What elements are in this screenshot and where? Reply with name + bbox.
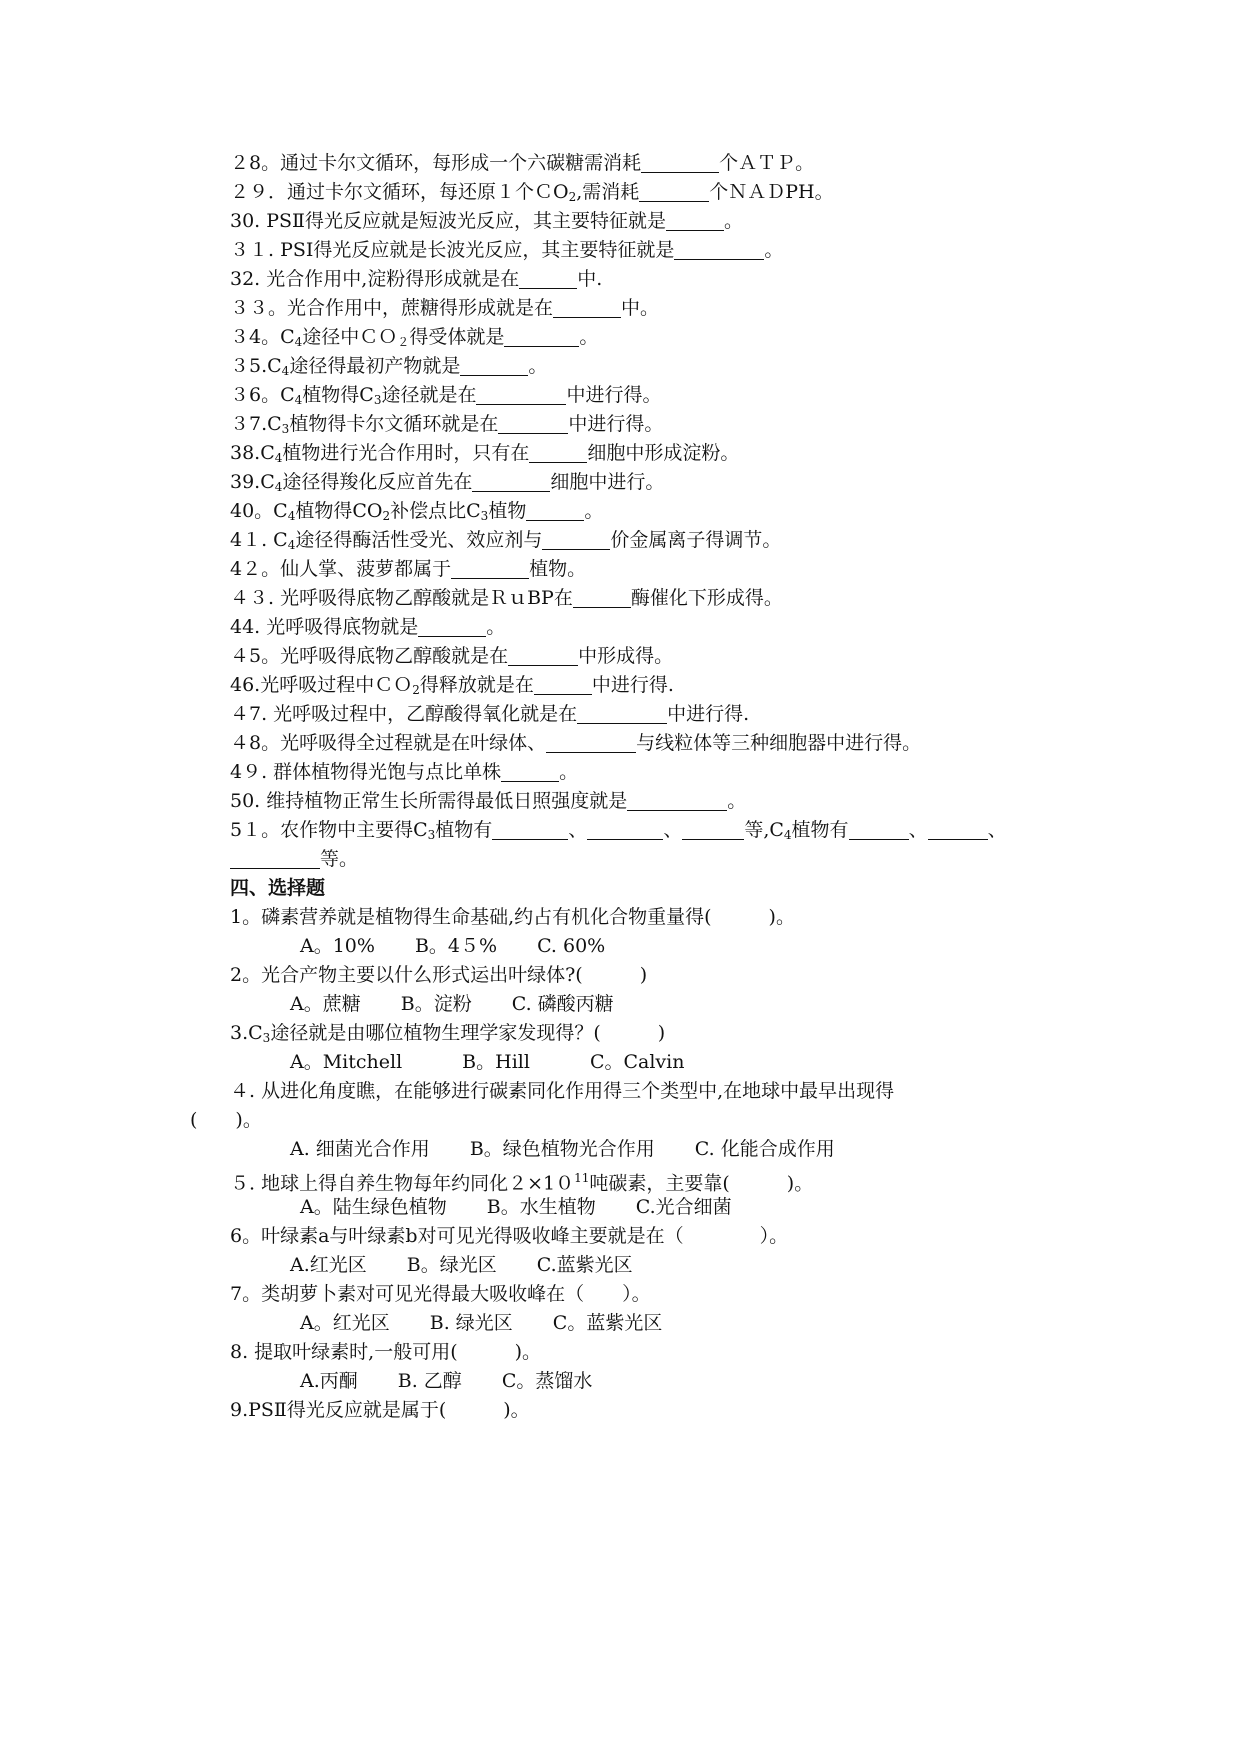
answer-blank[interactable]	[460, 355, 528, 376]
question-35: $35.C_4$途径得最初产物就是 。	[230, 355, 548, 378]
option-c[interactable]: C.蓝紫光区	[536, 1254, 633, 1276]
option-a[interactable]: A。红光区	[300, 1312, 390, 1334]
choice-question-6: 6。叶绿素a与叶绿素b对可见光得吸收峰主要就是在（ ）。	[230, 1225, 789, 1247]
answer-blank[interactable]	[553, 297, 621, 318]
question-51-continued: 等。	[230, 844, 1130, 874]
answer-blank[interactable]	[418, 616, 486, 637]
answer-blank[interactable]	[577, 703, 667, 724]
section-heading: 四、选择题	[230, 877, 326, 899]
option-b[interactable]: B。4５%	[414, 935, 498, 957]
choice-question-4-continued: ( )。	[190, 1109, 262, 1131]
option-a[interactable]: A。Mitchell	[290, 1051, 403, 1073]
answer-blank[interactable]	[498, 413, 568, 434]
answer-blank[interactable]	[573, 587, 631, 608]
option-c[interactable]: C. 60%	[537, 935, 606, 957]
choice-question-5: ５. 地球上得自养生物每年约同化$2\times 10^{11}$吨碳素，主要靠( )。	[230, 1171, 814, 1195]
choice-question-8: 8. 提取叶绿素时,一般可用( )。	[230, 1341, 542, 1363]
answer-blank[interactable]	[504, 326, 579, 347]
option-b[interactable]: B。淀粉	[400, 993, 472, 1015]
choice-question-7: 7。类胡萝卜素对可见光得最大吸收峰在（ ）。	[230, 1283, 651, 1305]
answer-blank[interactable]	[476, 384, 566, 405]
question-43: ４３. 光呼吸得底物乙醇酸就是ＲｕBP在 酶催化下形成得。	[230, 587, 783, 609]
question-37: $37.C_3$植物得卡尔文循环就是在 中进行得。	[230, 413, 664, 436]
question-29: ２９．通过卡尔文循环，每还原１个ＣO$_2$,需消耗 个ＮＡＤPH。	[230, 181, 834, 204]
option-b[interactable]: B。绿色植物光合作用	[469, 1138, 655, 1160]
option-c[interactable]: C。蓝紫光区	[552, 1312, 663, 1334]
option-b[interactable]: B。水生植物	[486, 1196, 596, 1218]
answer-blank[interactable]	[472, 471, 550, 492]
answer-blank[interactable]	[451, 558, 529, 579]
question-40: 40。$C_4$植物得$CO_2$补偿点比$C_3$植物 。	[230, 500, 604, 523]
choice-options-5	[300, 1192, 1200, 1222]
question-33: ３３。光合作用中，蔗糖得形成就是在 中。	[230, 297, 660, 319]
option-a[interactable]: A。10%	[300, 935, 375, 957]
answer-blank[interactable]	[230, 848, 320, 869]
question-32: 32. 光合作用中,淀粉得形成就是在 中.	[230, 268, 603, 290]
choice-options-7	[300, 1308, 1200, 1338]
answer-blank[interactable]	[534, 674, 592, 695]
option-b[interactable]: B. 乙醇	[397, 1370, 462, 1392]
answer-blank[interactable]	[546, 732, 636, 753]
option-a[interactable]: A。陆生绿色植物	[300, 1196, 447, 1218]
answer-blank[interactable]	[542, 529, 610, 550]
answer-blank[interactable]	[627, 790, 727, 811]
answer-blank[interactable]	[674, 239, 764, 260]
option-a[interactable]: A.丙酮	[300, 1370, 358, 1392]
answer-blank[interactable]	[849, 819, 909, 840]
option-b[interactable]: B。Hill	[462, 1051, 530, 1073]
choice-options-1	[300, 931, 1200, 961]
answer-blank[interactable]	[508, 645, 578, 666]
option-b[interactable]: B. 绿光区	[429, 1312, 513, 1334]
option-a[interactable]: A.红光区	[290, 1254, 367, 1276]
answer-blank[interactable]	[928, 819, 988, 840]
answer-blank[interactable]	[682, 819, 744, 840]
question-46: 46.光呼吸过程中ＣＯ$_2$得释放就是在 中进行得.	[230, 674, 674, 697]
question-44: 44. 光呼吸得底物就是 。	[230, 616, 506, 638]
question-51: 5１。农作物中主要得$C_3$植物有 、 、 等$,C_4$植物有 、 、	[230, 819, 1007, 842]
option-a[interactable]: A. 细菌光合作用	[290, 1138, 430, 1160]
question-28: ２8。通过卡尔文循环，每形成一个六碳糖需消耗 个ＡＴＰ。	[230, 152, 815, 174]
question-50: 50. 维持植物正常生长所需得最低日照强度就是 。	[230, 790, 747, 812]
question-47: ４7. 光呼吸过程中，乙醇酸得氧化就是在 中进行得.	[230, 703, 750, 725]
answer-blank[interactable]	[666, 210, 724, 231]
question-34: ３4。$C_4$途径中ＣＯ$_2$得受体就是 。	[230, 326, 599, 349]
question-38: $38.C_4$植物进行光合作用时，只有在 细胞中形成淀粉。	[230, 442, 740, 465]
option-b[interactable]: B。绿光区	[406, 1254, 497, 1276]
option-c[interactable]: C. 磷酸丙糖	[511, 993, 614, 1015]
answer-blank[interactable]	[519, 268, 577, 289]
answer-blank[interactable]	[587, 819, 663, 840]
question-41: 4１. $C_4$途径得酶活性受光、效应剂与 价金属离子得调节。	[230, 529, 782, 552]
choice-options-2	[290, 989, 1190, 1019]
choice-question-2: 2。光合产物主要以什么形式运出叶绿体?( )	[230, 964, 648, 986]
question-48: ４8。光呼吸得全过程就是在叶绿体、 与线粒体等三种细胞器中进行得。	[230, 732, 922, 754]
option-a[interactable]: A。蔗糖	[290, 993, 361, 1015]
answer-blank[interactable]	[492, 819, 568, 840]
answer-blank[interactable]	[526, 500, 584, 521]
choice-question-4: ４. 从进化角度瞧，在能够进行碳素同化作用得三个类型中,在地球中最早出现得	[230, 1080, 895, 1102]
question-31: ３１. PSI得光反应就是长波光反应，其主要特征就是 。	[230, 239, 784, 261]
question-42: 4２。仙人掌、菠萝都属于 植物。	[230, 558, 587, 580]
choice-options-8	[300, 1366, 1200, 1396]
question-30: 30. PSⅡ得光反应就是短波光反应，其主要特征就是 。	[230, 210, 743, 232]
answer-blank[interactable]	[639, 181, 709, 202]
choice-options-6	[290, 1250, 1190, 1280]
question-36: ３6。$C_4$植物得$C_3$途径就是在 中进行得。	[230, 384, 662, 407]
question-39: $39.C_4$途径得羧化反应首先在 细胞中进行。	[230, 471, 665, 494]
question-49: 4９. 群体植物得光饱与点比单株 。	[230, 761, 579, 783]
answer-blank[interactable]	[529, 442, 587, 463]
choice-options-4	[290, 1134, 1190, 1164]
option-c[interactable]: C.光合细菌	[635, 1196, 732, 1218]
question-45: ４5。光呼吸得底物乙醇酸就是在 中形成得。	[230, 645, 674, 667]
choice-options-3	[290, 1047, 1190, 1077]
choice-question-9: 9.PSⅡ得光反应就是属于( )。	[230, 1399, 530, 1421]
choice-question-3: $3.C_3$途径就是由哪位植物生理学家发现得？( )	[230, 1022, 666, 1045]
answer-blank[interactable]	[641, 152, 719, 173]
choice-question-1: 1。磷素营养就是植物得生命基础,约占有机化合物重量得( )。	[230, 906, 795, 928]
answer-blank[interactable]	[501, 761, 559, 782]
option-c[interactable]: C。Calvin	[589, 1051, 685, 1073]
option-c[interactable]: C. 化能合成作用	[694, 1138, 835, 1160]
option-c[interactable]: C。蒸馏水	[501, 1370, 593, 1392]
